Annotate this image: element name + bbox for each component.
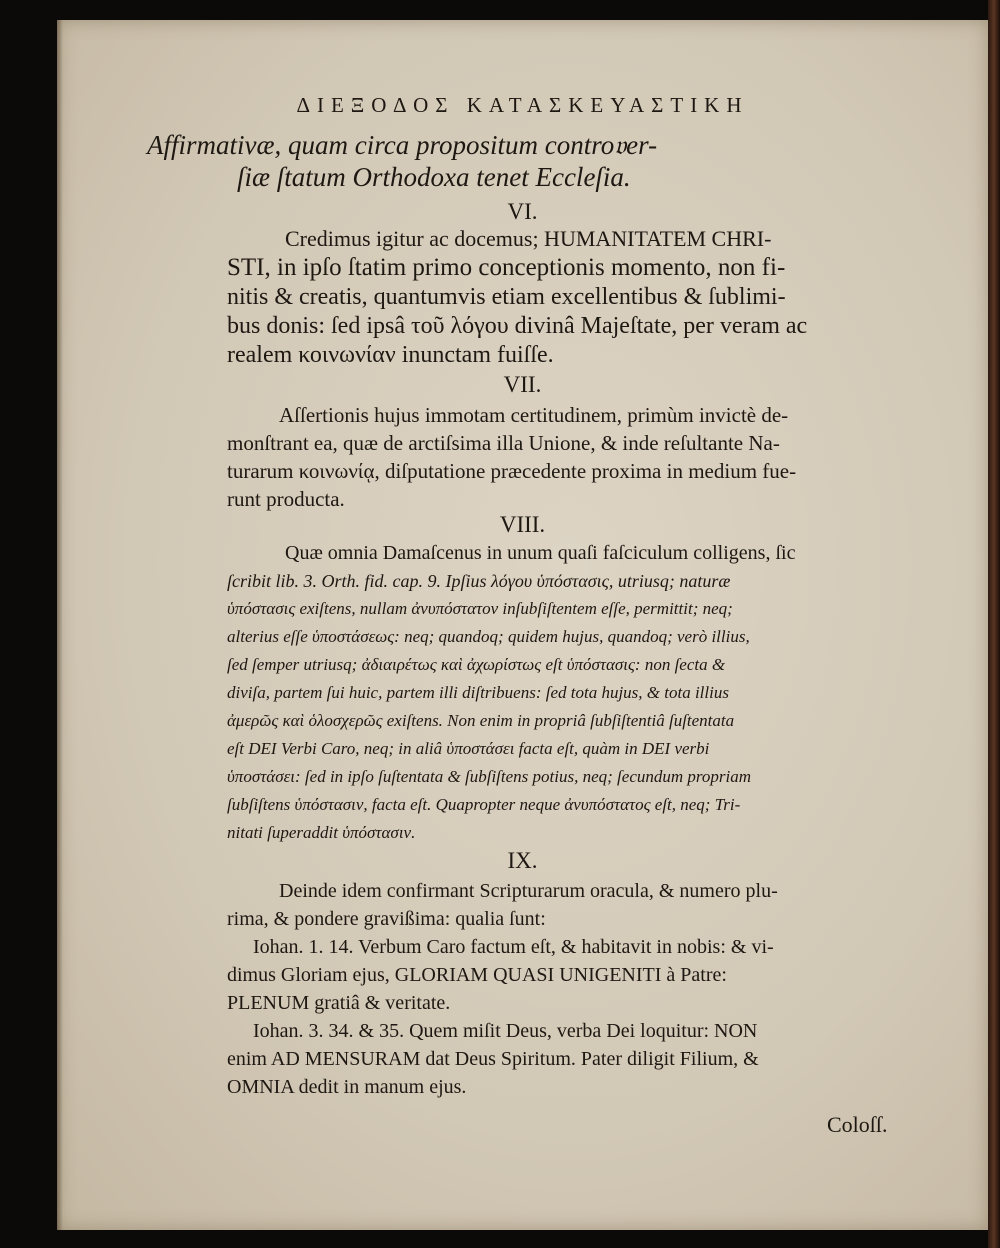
running-title: ΔΙΕΞΟΔΟΣ ΚΑΤΑΣΚΕΥΑΣΤΙΚΗ — [296, 93, 749, 117]
viii-line-7: ἀμερῶς καὶ ὁλοσχερῶς exiſtens. Non enim in propriâ ſubſiſtentiâ ſuſtentata — [227, 711, 735, 730]
viii-line-10: ſubſiſtens ὑπόστασιν, facta eſt. Quapropter neque ἀνυπόστατος eſt, neq; Tri- — [227, 795, 741, 814]
vii-line-2: monſtrant ea, quæ de arctiſsima illa Unione, & inde reſultante Na- — [227, 431, 780, 455]
ix-line-2: rima, & pondere gravißima: qualia ſunt: — [227, 908, 546, 930]
viii-line-1: Quæ omnia Damaſcenus in unum quaſi faſciculum colligens, ſic — [285, 542, 796, 564]
viii-line-11: nitati ſuperaddit ὑπόστασιν. — [227, 823, 416, 842]
ix-line-3: Iohan. 1. 14. Verbum Caro factum eſt, & habitavit in nobis: & vi- — [253, 936, 774, 958]
section-numeral-vii: VII. — [503, 372, 542, 397]
book-edge — [988, 0, 1000, 1248]
ix-line-1: Deinde idem confirmant Scripturarum oracula, & numero plu- — [279, 880, 778, 902]
subtitle-line-1: Affirmativæ, quam circa propositum contro𝔳er- — [147, 130, 658, 160]
section-numeral-viii: VIII. — [499, 512, 546, 537]
subtitle-line-2: ſiæ ſtatum Orthodoxa tenet Eccleſia. — [237, 162, 631, 192]
ix-line-6: Iohan. 3. 34. & 35. Quem miſit Deus, verba Dei loquitur: NON — [253, 1020, 758, 1042]
viii-line-2: ſcribit lib. 3. Orth. fid. cap. 9. Ipſius λόγου ὑπόστασις, utriusq; naturæ — [227, 571, 731, 591]
vi-line-4: bus donis: ſed ipsâ τοῦ λόγου divinâ Majeſtate, per veram ac — [227, 313, 808, 339]
vi-line-5: realem κοινωνίαν inunctam fuiſſe. — [227, 342, 554, 368]
vi-line-3: nitis & creatis, quantumvis etiam excellentibus & ſublimi- — [227, 284, 786, 310]
section-numeral-vi: VI. — [507, 199, 538, 224]
vii-line-4: runt producta. — [227, 487, 345, 511]
viii-line-6: diviſa, partem ſui huic, partem illi diſtribuens: ſed tota hujus, & tota illius — [227, 683, 729, 702]
section-numeral-ix: IX. — [507, 848, 538, 873]
ix-line-4: dimus Gloriam ejus, GLORIAM QUASI UNIGENITI à Patre: — [227, 964, 727, 986]
vi-line-2: STI, in ipſo ſtatim primo conceptionis momento, non fi- — [227, 254, 786, 281]
book-page — [57, 20, 988, 1230]
vii-line-3: turarum κοινωνίᾳ, diſputatione præcedente proxima in medium fue- — [227, 459, 797, 483]
viii-line-9: ὑποστάσει: ſed in ipſo ſuſtentata & ſubſiſtens potius, neq; ſecundum propriam — [227, 767, 751, 786]
viii-line-5: ſed ſemper utriusq; ἀδιαιρέτως καὶ ἀχωρίστως eſt ὑπόστασις: non ſecta & — [227, 655, 726, 674]
vi-line-1: Credimus igitur ac docemus; HUMANITATEM CHRI- — [285, 226, 772, 251]
viii-line-8: eſt DEI Verbi Caro, neq; in aliâ ὑποστάσει facta eſt, quàm in DEI verbi — [227, 739, 710, 758]
ix-line-7: enim AD MENSURAM dat Deus Spiritum. Pater diligit Filium, & — [227, 1048, 759, 1070]
viii-line-3: ὑπόστασις exiſtens, nullam ἀνυπόστατον inſubſiſtentem eſſe, permittit; neq; — [227, 599, 733, 618]
catchword: Coloſſ. — [827, 1112, 888, 1137]
ix-line-5: PLENUM gratiâ & veritate. — [227, 992, 451, 1014]
vii-line-1: Aſſertionis hujus immotam certitudinem, primùm invictè de- — [279, 403, 789, 427]
ix-line-8: OMNIA dedit in manum ejus. — [227, 1076, 467, 1098]
viii-line-4: alterius eſſe ὑποστάσεως: neq; quandoq; quidem hujus, quandoq; verò illius, — [227, 627, 750, 646]
